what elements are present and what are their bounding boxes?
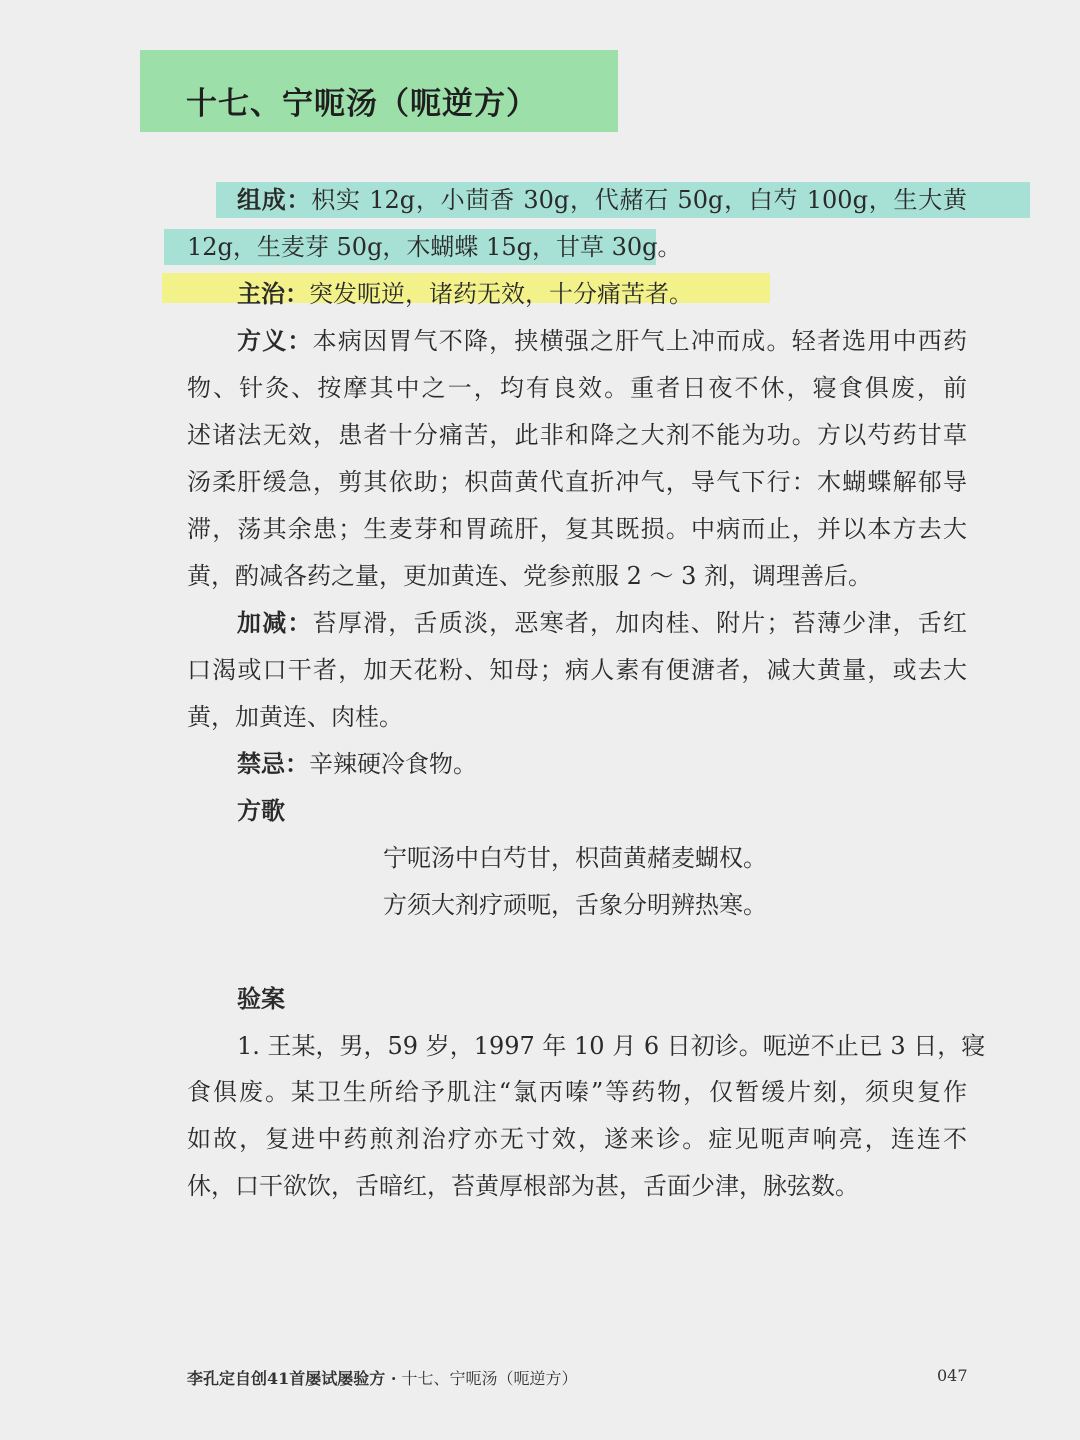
song-line-2: 方须大剂疗顽呃，舌象分明辨热寒。 <box>383 891 767 919</box>
meaning-line-2: 物、针灸、按摩其中之一，均有良效。重者日夜不休，寝食俱废，前 <box>187 374 967 402</box>
indication-label: 主治： <box>237 279 309 308</box>
case-heading: 验案 <box>237 984 285 1013</box>
footer-book-title: 李孔定自创41首屡试屡验方 · <box>187 1369 397 1388</box>
meaning-line-1: 方义：本病因胃气不降，挟横强之肝气上冲而成。轻者选用中西药 <box>237 326 968 355</box>
modification-line-3: 黄，加黄连、肉桂。 <box>187 703 403 731</box>
footer-chapter: 十七、宁呃汤（呃逆方） <box>396 1369 578 1388</box>
indication-line: 主治：突发呃逆，诸药无效，十分痛苦者。 <box>237 279 693 308</box>
meaning-line-4: 汤柔肝缓急，剪其依助；枳茴黄代直折冲气，导气下行：木蝴蝶解郁导 <box>187 468 967 496</box>
song-heading: 方歌 <box>237 796 285 825</box>
meaning-line-3: 述诸法无效，患者十分痛苦，此非和降之大剂不能为功。方以芍药甘草 <box>187 421 967 449</box>
case-line-2: 食俱废。某卫生所给予肌注“氯丙嗪”等药物，仅暂缓片刻，须臾复作 <box>187 1078 967 1106</box>
contraindication-label: 禁忌： <box>237 749 309 778</box>
case-line-1: 1. 王某，男，59 岁，1997 年 10 月 6 日初诊。呃逆不止已 3 日，寝 <box>237 1032 986 1060</box>
modification-line-2: 口渴或口干者，加天花粉、知母；病人素有便溏者，减大黄量，或去大 <box>187 656 967 684</box>
composition-line-1: 组成：枳实 12g，小茴香 30g，代赭石 50g，白芍 100g，生大黄 <box>237 185 967 214</box>
contraindication-line: 禁忌：辛辣硬冷食物。 <box>237 749 477 778</box>
page-number: 047 <box>937 1366 968 1385</box>
composition-line-2: 12g，生麦芽 50g，木蝴蝶 15g，甘草 30g。 <box>187 233 682 261</box>
meaning-line-5: 滞，荡其余患；生麦芽和胃疏肝，复其既损。中病而止，并以本方去大 <box>187 515 967 543</box>
case-line-3: 如故，复进中药煎剂治疗亦无寸效，遂来诊。症见呃声响亮，连连不 <box>187 1125 967 1153</box>
modification-line-1: 加减：苔厚滑，舌质淡，恶寒者，加肉桂、附片；苔薄少津，舌红 <box>237 608 968 637</box>
running-footer <box>187 1366 578 1389</box>
modification-label: 加减： <box>237 608 313 637</box>
meaning-line-6: 黄，酌减各药之量，更加黄连、党参煎服 2 ～ 3 剂，调理善后。 <box>187 562 873 590</box>
case-line-4: 休，口干欲饮，舌暗红，苔黄厚根部为甚，舌面少津，脉弦数。 <box>187 1172 859 1200</box>
song-line-1: 宁呃汤中白芍甘，枳茴黄赭麦蝴权。 <box>383 844 767 872</box>
meaning-label: 方义： <box>237 326 313 355</box>
page-title: 十七、宁呃汤（呃逆方） <box>186 86 538 122</box>
composition-label: 组成： <box>237 185 312 214</box>
